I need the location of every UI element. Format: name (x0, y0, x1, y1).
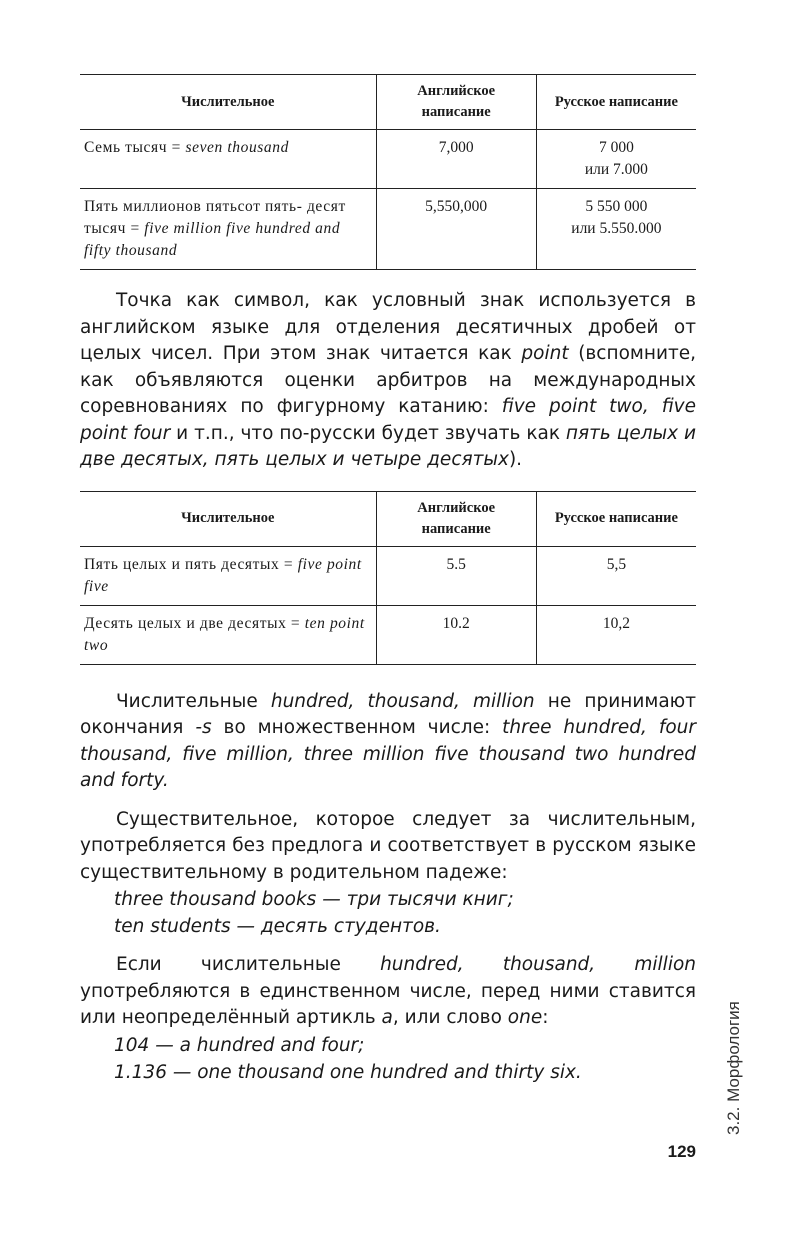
header-numeral: Числительное (80, 75, 376, 130)
cell-english: 10.2 (376, 605, 536, 664)
cell-words: Пять целых и пять десятых = five point five (80, 546, 376, 605)
cell-words: Пять миллионов пятьсот пять- десят тысяч = five million five hundred and fifty thousand (80, 189, 376, 270)
example-line: 1.136 — one thousand one hundred and thirty six. (114, 1061, 582, 1083)
cell-russian: 7 000 или 7.000 (536, 130, 696, 189)
numerals-table-decimals (80, 491, 696, 665)
cell-russian: 10,2 (536, 605, 696, 664)
header-english: Английское написание (376, 75, 536, 130)
cell-russian: 5 550 000 или 5.550.000 (536, 189, 696, 270)
page-content (80, 74, 696, 1086)
page-number: 129 (667, 1142, 696, 1161)
cell-english: 7,000 (376, 130, 536, 189)
paragraph-decimal-point: Точка как символ, как условный знак используется в английском языке для отделения десятичных дробей от целых чисел. При этом знак читается как point (вспомните, как объявляются оценки арбитров на международных соревнованиях по фигурному катанию: five point two, five point four и т.п., что по-русски будет звучать как пять целых и две десятых, пять целых и четыре десятых). (80, 290, 697, 470)
example-line: ten students — десять студентов. (114, 916, 441, 937)
cell-words: Десять целых и две десятых = ten point two (80, 605, 376, 664)
cell-english: 5,550,000 (376, 189, 536, 270)
paragraph-plural: Числительные hundred, thousand, million не принимают окончания -s во множественном числе: three hundred, four thousand, five million, three million five thousand two hundred and forty. (80, 690, 696, 791)
paragraph-singular: Если числительные hundred, thousand, million употребляются в единственном числе, перед ними ставится или неопределённый артикль a, или слово one: (80, 954, 696, 1028)
table-header-row (80, 75, 696, 130)
header-russian: Русское написание (536, 75, 696, 130)
cell-english: 5.5 (376, 546, 536, 605)
header-russian: Русское написание (536, 491, 696, 546)
paragraph-noun-after-numeral: Существительное, которое следует за числительным, употребляется без предлога и соответствует в русском языке существительному в родительном падеже: (80, 808, 696, 883)
table-row (80, 546, 696, 605)
table-row (80, 189, 696, 270)
example-line: three thousand books — три тысячи книг; (114, 889, 514, 910)
table-row (80, 605, 696, 664)
table-header-row (80, 491, 696, 546)
table-row (80, 130, 696, 189)
example-line: 104 — a hundred and four; (114, 1034, 365, 1056)
header-numeral: Числительное (80, 491, 376, 546)
numerals-table-thousands (80, 74, 696, 270)
section-sidebar-label: 3.2. Морфология (724, 1001, 743, 1135)
cell-russian: 5,5 (536, 546, 696, 605)
cell-words: Семь тысяч = seven thousand (80, 130, 376, 189)
header-english: Английское написание (376, 491, 536, 546)
